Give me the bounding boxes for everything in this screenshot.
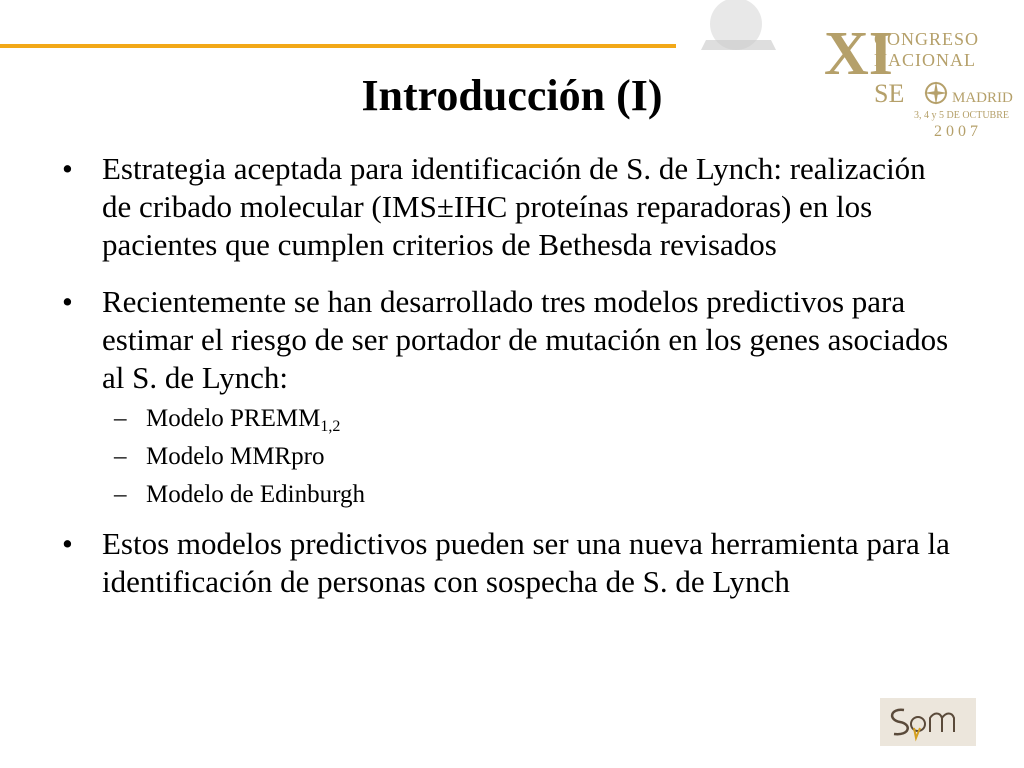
sub-dash: – <box>114 481 127 508</box>
sub-item <box>62 440 962 473</box>
sub-text: Modelo de Edinburgh <box>146 481 365 508</box>
sub-dash: – <box>114 405 127 432</box>
bullet-item <box>62 283 962 397</box>
slide-title: Introducción (I) <box>361 71 663 120</box>
bullet-item <box>62 150 962 264</box>
logo-line1: CONGRESO <box>874 29 980 49</box>
sub-item <box>62 402 962 435</box>
logo-line3-right: MADRID <box>952 90 1013 106</box>
bullet-text: Estos modelos predictivos pueden ser una nueva herramienta para la identificación de personas con sospecha de S. de Lynch <box>102 526 950 599</box>
bullet-text: Recientemente se han desarrollado tres modelos predictivos para estimar el riesgo de ser portador de mutación en los genes asociados al S. de Lynch: <box>102 284 949 395</box>
slide-content <box>62 150 962 620</box>
logo-numeral: XI <box>824 20 893 88</box>
bullet-item <box>62 525 962 601</box>
sub-text: Modelo MMRpro <box>146 443 325 470</box>
seom-logo-graphic <box>880 698 976 746</box>
sub-text: Modelo PREMM <box>146 405 321 432</box>
bullet-dot: • <box>62 151 73 186</box>
sub-dash: – <box>114 443 127 470</box>
sub-list <box>62 402 962 511</box>
logo-year: 2 0 0 7 <box>934 123 978 140</box>
seom-footer-logo <box>880 698 976 746</box>
logo-dates: 3, 4 y 5 DE OCTUBRE <box>914 110 1009 121</box>
logo-line3-left: SE <box>874 79 905 108</box>
bullet-text: Estrategia aceptada para identificación de S. de Lynch: realización de cribado molecular (IMS±IHC proteínas reparadoras) en los pacientes que cumplen criterios de Bethesda revisados <box>102 151 926 262</box>
bullet-dot: • <box>62 284 73 319</box>
logo-line2: NACIONAL <box>874 50 976 70</box>
bullet-dot: • <box>62 526 73 561</box>
sub-subscript: 1,2 <box>320 418 341 435</box>
sub-item <box>62 478 962 511</box>
